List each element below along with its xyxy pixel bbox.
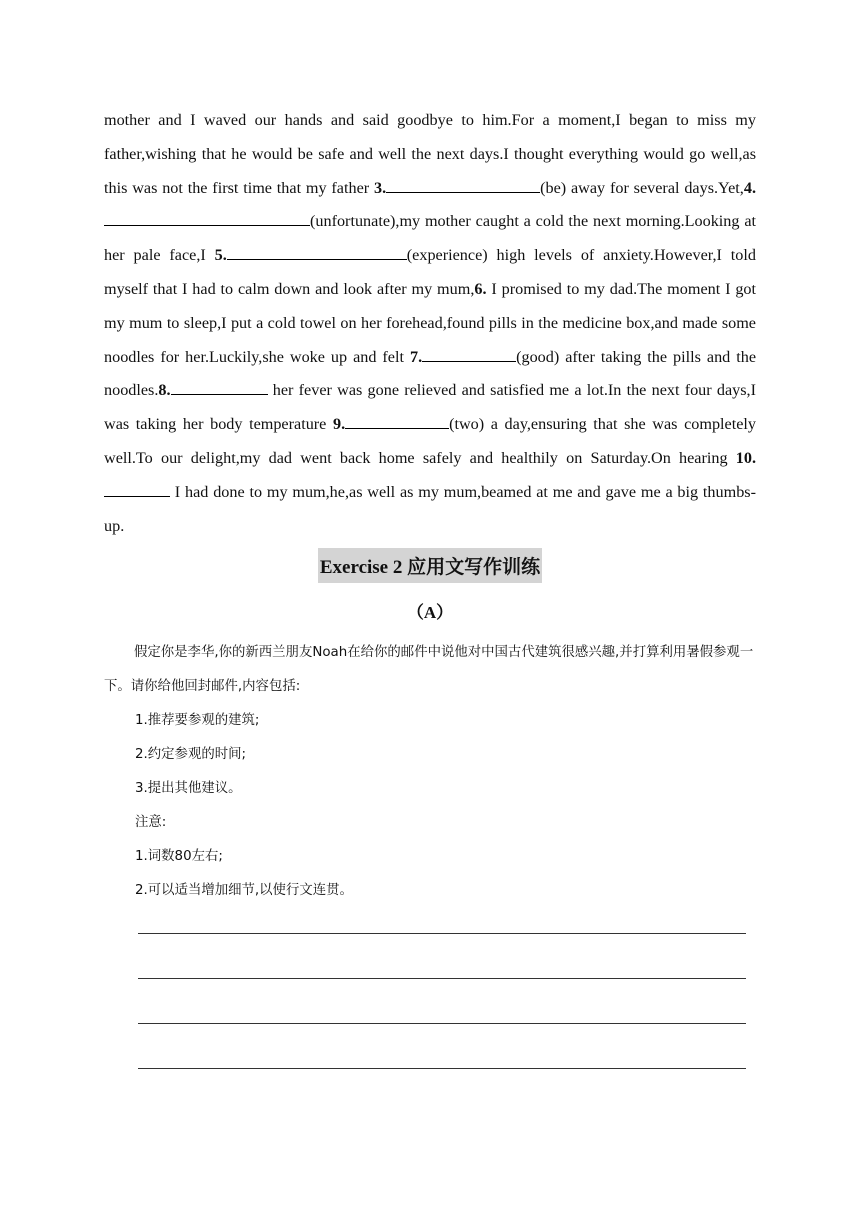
writing-line[interactable]	[138, 1023, 746, 1024]
note-label: 注意:	[135, 815, 167, 830]
passage-segment: (unfortunate),my mother caught a cold the next morning.Looking at her pale face,I	[104, 212, 756, 265]
answer-area[interactable]	[138, 933, 746, 1113]
blank-number-10: 10.	[735, 448, 756, 467]
task-item: 2.约定参观的时间;	[135, 747, 247, 762]
blank-5[interactable]	[227, 244, 407, 260]
task-item: 3.提出其他建议。	[135, 781, 242, 796]
blank-number-5: 5.	[214, 246, 227, 265]
passage-segment: (be) away for several days.Yet,	[540, 178, 744, 197]
note-item: 2.可以适当增加细节,以使行文连贯。	[135, 883, 353, 898]
blank-8[interactable]	[171, 379, 268, 395]
blank-4[interactable]	[104, 210, 310, 226]
blank-number-4: 4.	[743, 178, 756, 197]
passage-segment: I promised to my dad.The moment I got my mum to sleep,I put a cold towel on her forehead,found pills in the medicine box,and made some noodles for her.Luckily,she woke up and felt	[104, 279, 757, 366]
blank-10[interactable]	[104, 481, 170, 497]
passage-segment: I had done to my mum,he,as well as my mum,beamed at me and gave me a big thumbs-up.	[104, 482, 756, 535]
writing-line[interactable]	[138, 978, 746, 979]
blank-number-3: 3.	[373, 178, 387, 197]
passage-segment: (good) after taking the pills and the noodles.	[104, 347, 757, 400]
blank-3[interactable]	[386, 177, 540, 193]
cloze-passage	[104, 104, 756, 543]
writing-line[interactable]	[138, 933, 746, 934]
exercise-heading	[0, 548, 860, 583]
passage-segment: (two) a day,ensuring that she was completely well.To our delight,my dad went back home safely and healthily on Saturday.On hearing	[104, 415, 756, 467]
passage-text	[104, 104, 756, 543]
task-item: 1.推荐要参观的建筑;	[135, 713, 260, 728]
blank-number-8: 8.	[158, 381, 171, 400]
passage-segment: her fever was gone relieved and satisfied me a lot.In the next four days,I was taking her body temperature	[104, 381, 756, 434]
passage-segment: mother and I waved our hands and said goodbye to him.For a moment,I began to miss my father,wishing that he would be safe and well the next days.I thought everything would go well,as this was not the first time that my father	[104, 111, 756, 197]
blank-number-6: 6.	[474, 279, 487, 298]
note-item: 1.词数80左右;	[135, 849, 223, 864]
writing-task	[104, 636, 756, 908]
exercise-title: Exercise 2 应用文写作训练	[318, 548, 542, 583]
blank-number-7: 7.	[409, 347, 423, 366]
writing-line[interactable]	[138, 1068, 746, 1069]
blank-number-9: 9.	[332, 415, 346, 434]
passage-segment: (experience) high levels of anxiety.However,I told myself that I had to calm down and look after my mum,	[104, 246, 756, 298]
task-prompt: 假定你是李华,你的新西兰朋友Noah在给你的邮件中说他对中国古代建筑很感兴趣,并打算利用暑假参观一下。请你给他回封邮件,内容包括:	[104, 645, 754, 694]
exercise-subtitle: （A）	[406, 603, 454, 622]
blank-7[interactable]	[422, 346, 516, 362]
blank-9[interactable]	[345, 413, 449, 429]
